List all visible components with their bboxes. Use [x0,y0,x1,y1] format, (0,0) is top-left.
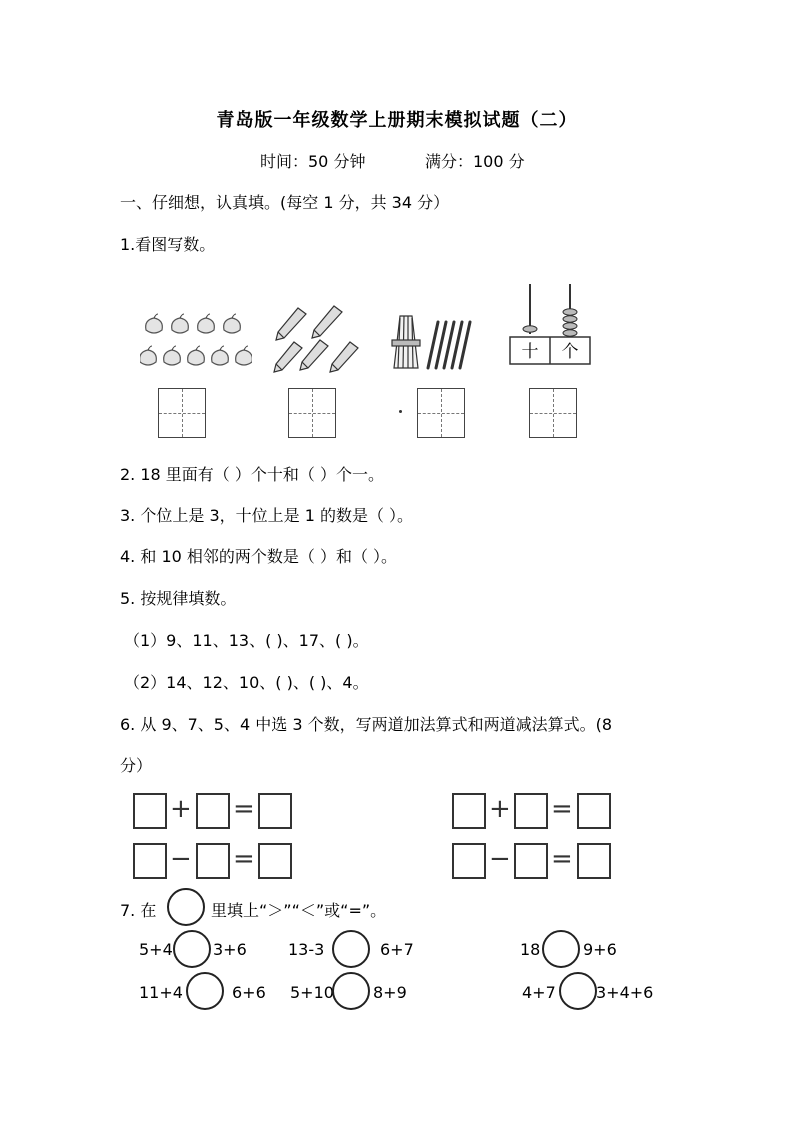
bead-icon [523,326,537,332]
peach-icon [140,350,156,365]
abacus-picture [508,282,592,366]
question-4: 4. 和 10 相邻的两个数是（ ）和（ ）。 [120,547,398,566]
answer-box-peaches[interactable] [158,388,206,438]
compare-right: 6+6 [232,983,266,1002]
plus-sign: + [170,794,192,824]
question-5: 5. 按规律填数。 [120,589,237,608]
compare-right: 9+6 [583,940,617,959]
compare-left: 5+4 [139,940,173,959]
question-5-part-2: （2）14、12、10、( )、( )、4。 [124,673,369,692]
abacus-ones-label: 个 [561,342,579,362]
equation-box[interactable] [196,793,230,829]
abacus-tens-label: 十 [521,342,539,362]
bead-icon [563,309,577,315]
peach-icon [224,318,241,333]
compare-right: 6+7 [380,940,414,959]
equation-box[interactable] [196,843,230,879]
peach-icon [172,318,189,333]
equation-box[interactable] [133,843,167,879]
pencil-icon [274,342,302,372]
compare-circle[interactable] [332,930,370,968]
equals-sign: = [551,794,573,824]
stray-dot [399,410,402,413]
peach-icon [164,350,181,365]
equation-box[interactable] [514,843,548,879]
pencil-icon [312,306,342,338]
sticks-picture [386,312,478,374]
equation-box[interactable] [258,843,292,879]
question-6: 6. 从 9、7、5、4 中选 3 个数，写两道加法算式和两道减法算式。(8 [120,715,613,734]
answer-box-pencils[interactable] [288,388,336,438]
equals-sign: = [551,844,573,874]
compare-circle[interactable] [559,972,597,1010]
peach-icon [236,350,252,365]
bead-icon [563,323,577,329]
compare-circle[interactable] [542,930,580,968]
bead-icon [563,316,577,322]
equation-box[interactable] [514,793,548,829]
compare-left: 18 [520,940,541,959]
plus-sign: + [489,794,511,824]
answer-box-sticks[interactable] [417,388,465,438]
equation-box[interactable] [577,793,611,829]
minus-sign: − [489,844,511,874]
compare-right: 3+4+6 [596,983,654,1002]
equation-box[interactable] [452,793,486,829]
section-1-heading: 一、仔细想，认真填。(每空 1 分，共 34 分） [120,193,450,212]
equation-box[interactable] [258,793,292,829]
question-7-suffix: 里填上“＞”“＜”或“=”。 [211,901,387,920]
score-label: 满分：100 分 [425,152,525,171]
pencils-picture [270,304,360,376]
minus-sign: − [170,844,192,874]
pencil-icon [276,308,306,340]
compare-circle[interactable] [186,972,224,1010]
equals-sign: = [233,794,255,824]
compare-circle[interactable] [332,972,370,1010]
question-7-prefix: 7. 在 [120,901,157,920]
compare-left: 11+4 [139,983,183,1002]
question-6-cont: 分） [120,756,153,775]
bead-icon [563,330,577,336]
page-title: 青岛版一年级数学上册期末模拟试题（二） [216,110,578,131]
answer-box-abacus[interactable] [529,388,577,438]
compare-circle-example [167,888,205,926]
peach-icon [146,318,163,333]
equals-sign: = [233,844,255,874]
pencil-icon [300,340,328,370]
compare-left: 13-3 [288,940,325,959]
peach-icon [212,350,229,365]
peach-icon [198,318,215,333]
compare-left: 4+7 [522,983,556,1002]
peach-icon [188,350,205,365]
compare-right: 3+6 [213,940,247,959]
compare-left: 5+10 [290,983,334,1002]
time-label: 时间：50 分钟 [260,152,366,171]
compare-circle[interactable] [173,930,211,968]
peaches-picture [140,312,252,374]
question-2: 2. 18 里面有（ ）个十和（ ）个一。 [120,465,384,484]
compare-right: 8+9 [373,983,407,1002]
equation-box[interactable] [133,793,167,829]
question-5-part-1: （1）9、11、13、( )、17、( )。 [124,631,369,650]
question-3: 3. 个位上是 3，十位上是 1 的数是（ ）。 [120,506,414,525]
equation-box[interactable] [577,843,611,879]
stick-bundle-icon [392,316,420,368]
pencil-icon [330,342,358,372]
question-1: 1.看图写数。 [120,235,216,254]
equation-box[interactable] [452,843,486,879]
